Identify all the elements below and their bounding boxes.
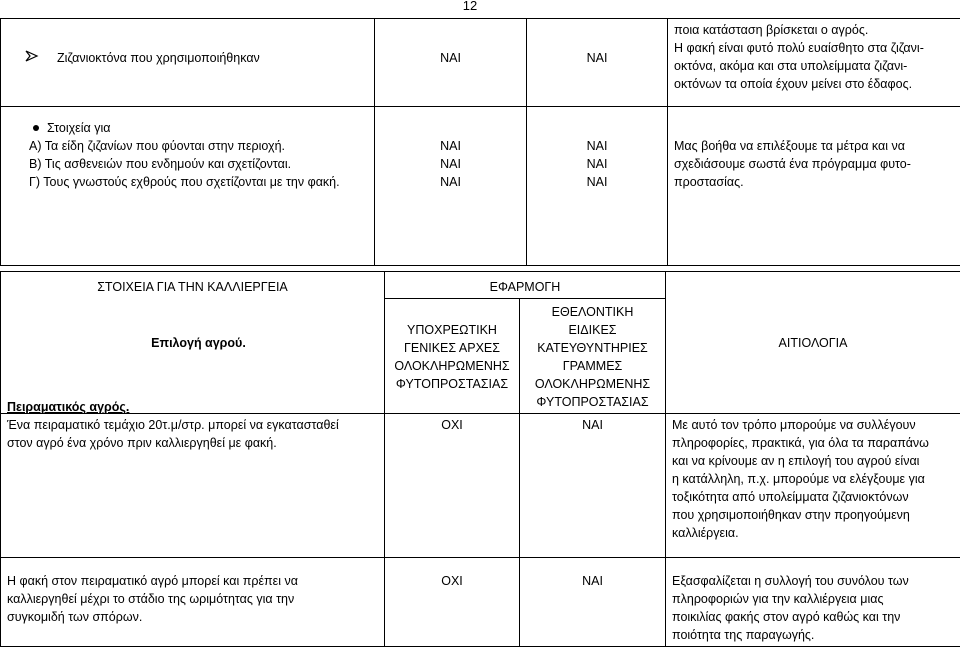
header-application: ΕΦΑΡΜΟΓΗ — [385, 272, 666, 299]
cell-reason — [668, 19, 960, 107]
header-line: ΚΑΤΕΥΘΥΝΤΗΡΙΕΣ — [526, 339, 659, 357]
table-row — [1, 19, 960, 107]
header-left-title: ΣΤΟΙΧΕΙΑ ΓΙΑ ΤΗΝ ΚΑΛΛΙΕΡΓΕΙΑ — [7, 278, 378, 296]
text-line: ποια κατάσταση βρίσκεται ο αγρός. — [674, 21, 954, 39]
header-line: ΥΠΟΧΡΕΩΤΙΚΗ — [391, 321, 513, 339]
text-line: καλλιέργεια. — [672, 524, 954, 542]
text-line: Η φακή είναι φυτό πολύ ευαίσθητο στα ζιζανι- — [674, 39, 954, 57]
round-bullet-icon — [33, 125, 39, 131]
list-item: Γ) Τους γνωστούς εχθρούς που σχετίζονται με την φακή. — [29, 173, 368, 191]
header-line: ΦΥΤΟΠΡΟΣΤΑΣΙΑΣ — [526, 393, 659, 411]
cell-mandatory-value: ΟΧΙ — [385, 414, 520, 558]
cell-voluntary-value: ΝΑΙ — [520, 558, 666, 647]
text-line: Η φακή στον πειραματικό αγρό μπορεί και πρέπει να — [7, 572, 378, 590]
top-table — [0, 18, 960, 266]
header-cultivation-data — [1, 272, 385, 414]
herbicides-label: Ζιζανιοκτόνα που χρησιμοποιήθηκαν — [57, 49, 260, 67]
value: ΝΑΙ — [381, 173, 520, 191]
cultivation-table — [0, 271, 960, 647]
header-line: ΕΘΕΛΟΝΤΙΚΗ — [526, 303, 659, 321]
header-line: ΓΕΝΙΚΕΣ ΑΡΧΕΣ — [391, 339, 513, 357]
page-number: 12 — [0, 0, 940, 14]
cell-mandatory-values — [375, 107, 527, 266]
text-line: σχεδιάσουμε σωστά ένα πρόγραμμα φυτο- — [674, 155, 954, 173]
cell-reason — [666, 414, 960, 558]
cell-herbicides-label — [1, 19, 375, 107]
cell-voluntary-value: ΝΑΙ — [527, 19, 668, 107]
table-row — [1, 107, 960, 266]
value: ΝΑΙ — [533, 173, 661, 191]
header-line: ΓΡΑΜΜΕΣ — [526, 357, 659, 375]
text-line: Μας βοήθα να επιλέξουμε τα μέτρα και να — [674, 137, 954, 155]
list-item: Β) Τις ασθενειών που ενδημούν και σχετίζονται. — [29, 155, 368, 173]
text-line: πληροφοριών για την καλλιέργεια μιας — [672, 590, 954, 608]
arrow-bullet-icon — [25, 49, 43, 67]
text-line: πληροφορίες, πρακτικά, για όλα τα παραπάνω — [672, 434, 954, 452]
value: ΝΑΙ — [533, 155, 661, 173]
text-line: οκτόνα, ακόμα και στα υπολείμματα ζιζανι- — [674, 57, 954, 75]
experimental-field-title: Πειραματικός αγρός. — [7, 398, 378, 416]
header-line: ΦΥΤΟΠΡΟΣΤΑΣΙΑΣ — [391, 375, 513, 393]
text-line: και να κρίνουμε αν η επιλογή του αγρού είναι — [672, 452, 954, 470]
text-line: Με αυτό τον τρόπο μπορούμε να συλλέγουν — [672, 416, 954, 434]
cell-mandatory-value: ΟΧΙ — [385, 558, 520, 647]
cell-mandatory-value: ΝΑΙ — [375, 19, 527, 107]
value: ΝΑΙ — [533, 137, 661, 155]
text-line: τοξικότητα από υπολείμματα ζιζανιοκτόνων — [672, 488, 954, 506]
header-line: ΟΛΟΚΛΗΡΩΜΕΝΗΣ — [391, 357, 513, 375]
cell-reason — [668, 107, 960, 266]
table-row — [1, 558, 960, 647]
text-line: προστασίας. — [674, 173, 954, 191]
header-voluntary — [520, 299, 666, 414]
header-line: ΟΛΟΚΛΗΡΩΜΕΝΗΣ — [526, 375, 659, 393]
cell-voluntary-value: ΝΑΙ — [520, 414, 666, 558]
text-line: η κατάλληλη, π.χ. μπορούμε να ελέγξουμε για — [672, 470, 954, 488]
text-line: ποικιλίας φακής στον αγρό καθώς και την — [672, 608, 954, 626]
cell-lentil-harvest — [1, 558, 385, 647]
text-line: Εξασφαλίζεται η συλλογή του συνόλου των — [672, 572, 954, 590]
table-header-row — [1, 272, 960, 299]
text-line: καλλιεργηθεί μέχρι το στάδιο της ωριμότητας για την — [7, 590, 378, 608]
field-choice-title: Επιλογή αγρού. — [7, 334, 378, 352]
cell-reason — [666, 558, 960, 647]
list-item: Α) Τα είδη ζιζανίων που φύονται στην περιοχή. — [29, 137, 368, 155]
text-line: συγκομιδή των σπόρων. — [7, 608, 378, 626]
header-mandatory — [385, 299, 520, 414]
cell-voluntary-values — [527, 107, 668, 266]
cell-info-list — [1, 107, 375, 266]
info-bullet-label: Στοιχεία για — [47, 119, 110, 137]
header-line: ΕΙΔΙΚΕΣ — [526, 321, 659, 339]
text-line: που χρησιμοποιήθηκαν στην προηγούμενη — [672, 506, 954, 524]
text-line: Ένα πειραματικό τεμάχιο 20τ.μ/στρ. μπορεί να εγκατασταθεί — [7, 416, 378, 434]
text-line: στον αγρό ένα χρόνο πριν καλλιεργηθεί με φακή. — [7, 434, 378, 452]
table-row — [1, 414, 960, 558]
value: ΝΑΙ — [381, 155, 520, 173]
text-line: οκτόνων τα οποία έχουν μείνει στο έδαφος. — [674, 75, 954, 93]
value: ΝΑΙ — [381, 137, 520, 155]
header-reason: ΑΙΤΙΟΛΟΓΙΑ — [666, 272, 960, 414]
text-line: ποιότητα της παραγωγής. — [672, 626, 954, 644]
cell-experimental-field — [1, 414, 385, 558]
